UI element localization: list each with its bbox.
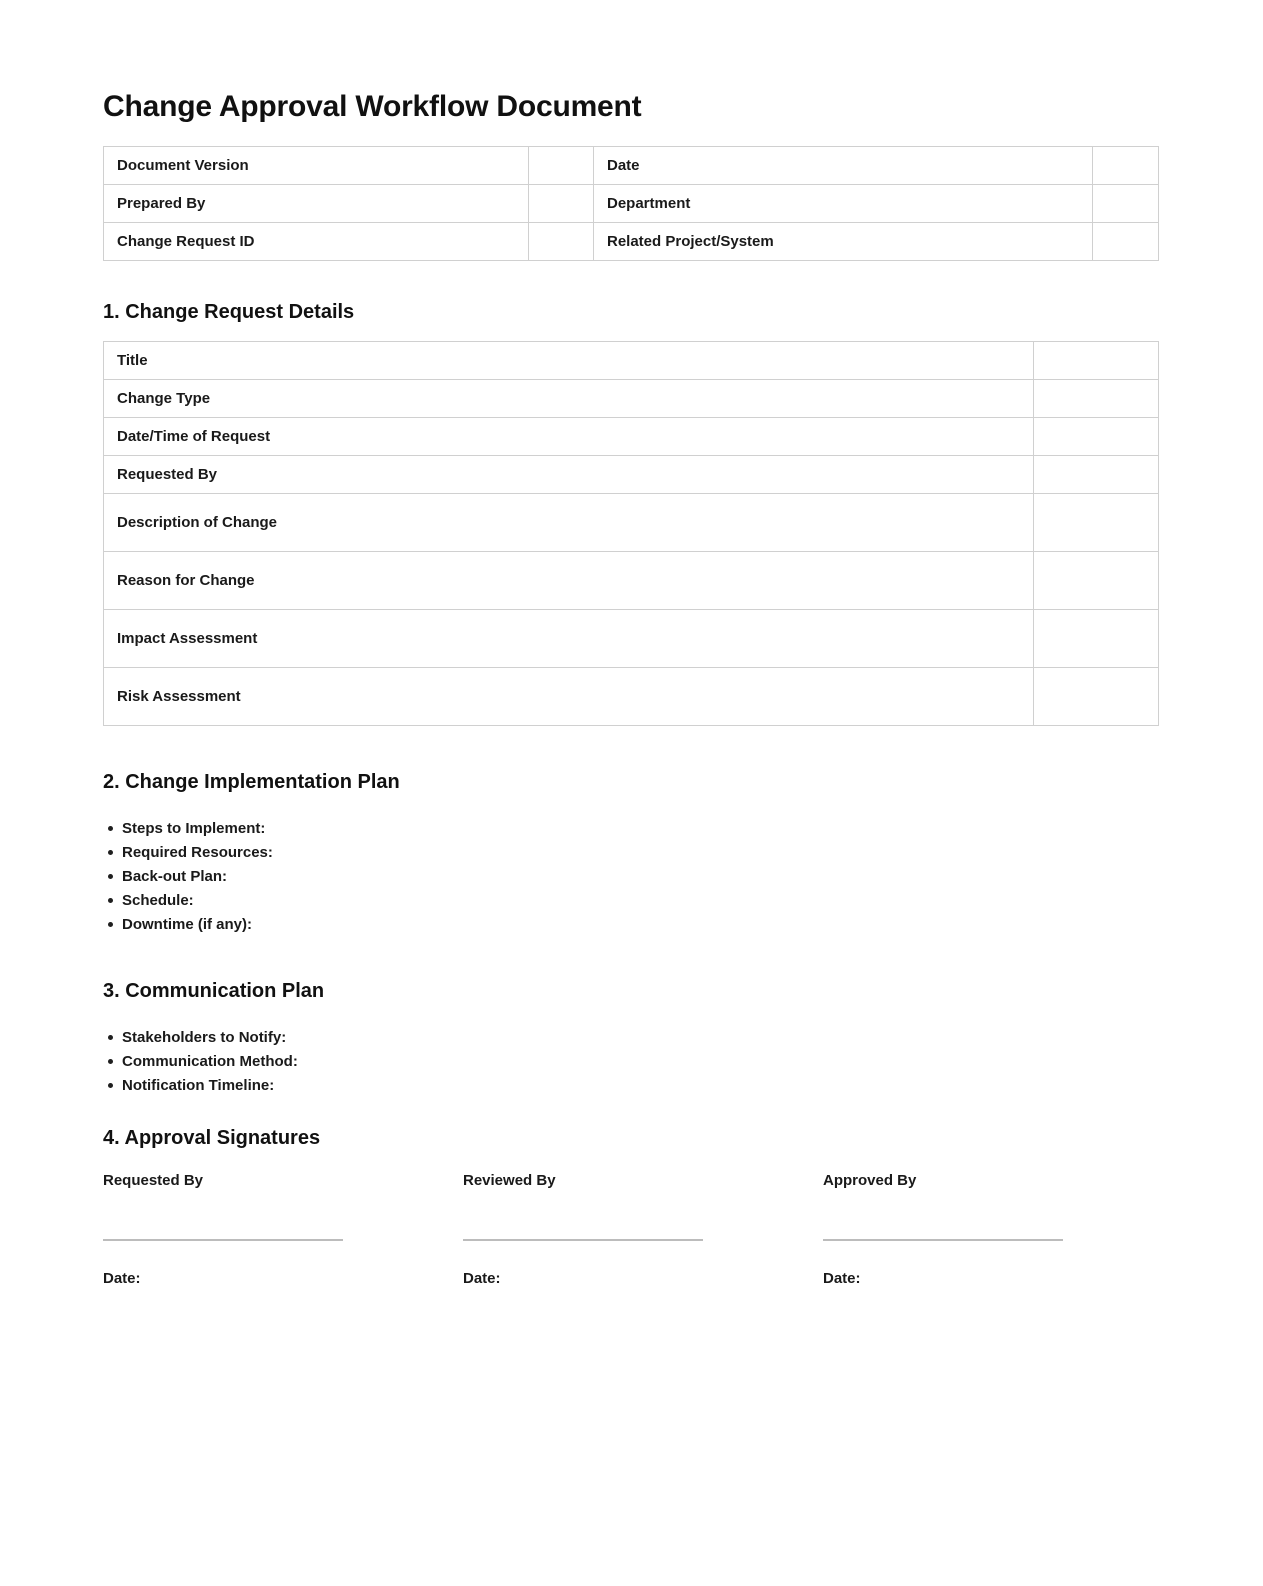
section-heading-approval-signatures: 4. Approval Signatures bbox=[103, 1127, 321, 1149]
signature-label: Approved By bbox=[823, 1172, 917, 1189]
table-row bbox=[104, 610, 1159, 668]
meta-value-cell[interactable] bbox=[1093, 147, 1159, 185]
document-meta-table bbox=[103, 146, 1159, 261]
document-title: Change Approval Workflow Document bbox=[103, 90, 642, 123]
list-item bbox=[103, 1073, 1158, 1097]
meta-label-related-project-system: Related Project/System bbox=[594, 223, 1093, 261]
detail-value-cell[interactable] bbox=[1034, 418, 1159, 456]
list-item bbox=[103, 840, 1158, 864]
bullet-icon bbox=[108, 898, 113, 903]
table-row bbox=[104, 494, 1159, 552]
section-heading-communication-plan: 3. Communication Plan bbox=[103, 980, 325, 1002]
bullet-icon bbox=[108, 1059, 113, 1064]
signature-block-requested-by bbox=[103, 1171, 343, 1289]
detail-label-title: Title bbox=[104, 342, 1034, 380]
signature-date-label: Date: bbox=[103, 1270, 141, 1287]
meta-label-department: Department bbox=[594, 185, 1093, 223]
bullet-icon bbox=[108, 1035, 113, 1040]
signature-date-label: Date: bbox=[823, 1270, 861, 1287]
table-row bbox=[104, 223, 1159, 261]
signature-line[interactable] bbox=[823, 1239, 1063, 1241]
implementation-plan-list bbox=[103, 816, 1158, 936]
table-row bbox=[104, 380, 1159, 418]
list-item bbox=[103, 888, 1158, 912]
bullet-icon bbox=[108, 826, 113, 831]
meta-value-cell[interactable] bbox=[529, 223, 594, 261]
bullet-icon bbox=[108, 874, 113, 879]
bullet-icon bbox=[108, 850, 113, 855]
list-item-label: Steps to Implement: bbox=[122, 819, 266, 837]
table-row bbox=[104, 342, 1159, 380]
bullet-icon bbox=[108, 922, 113, 927]
signature-block-reviewed-by bbox=[463, 1171, 703, 1289]
table-row bbox=[104, 456, 1159, 494]
signature-label: Requested By bbox=[103, 1172, 204, 1189]
detail-value-cell[interactable] bbox=[1034, 380, 1159, 418]
section-heading-change-implementation-plan: 2. Change Implementation Plan bbox=[103, 771, 400, 793]
change-request-details-table bbox=[103, 341, 1159, 726]
meta-label-prepared-by: Prepared By bbox=[104, 185, 529, 223]
meta-label-change-request-id: Change Request ID bbox=[104, 223, 529, 261]
detail-value-cell[interactable] bbox=[1034, 342, 1159, 380]
signature-block-approved-by bbox=[823, 1171, 1063, 1289]
detail-label-impact-assessment: Impact Assessment bbox=[104, 610, 1034, 668]
table-row bbox=[104, 552, 1159, 610]
list-item-label: Downtime (if any): bbox=[122, 915, 252, 933]
list-item bbox=[103, 1049, 1158, 1073]
signature-line[interactable] bbox=[103, 1239, 343, 1241]
communication-plan-list bbox=[103, 1025, 1158, 1097]
meta-value-cell[interactable] bbox=[1093, 185, 1159, 223]
signature-date-label: Date: bbox=[463, 1270, 501, 1287]
detail-label-description-of-change: Description of Change bbox=[104, 494, 1034, 552]
detail-value-cell[interactable] bbox=[1034, 456, 1159, 494]
detail-label-change-type: Change Type bbox=[104, 380, 1034, 418]
detail-label-reason-for-change: Reason for Change bbox=[104, 552, 1034, 610]
list-item-label: Schedule: bbox=[122, 891, 194, 909]
table-row bbox=[104, 185, 1159, 223]
detail-label-date-time-of-request: Date/Time of Request bbox=[104, 418, 1034, 456]
meta-value-cell[interactable] bbox=[1093, 223, 1159, 261]
table-row bbox=[104, 418, 1159, 456]
signature-label: Reviewed By bbox=[463, 1172, 556, 1189]
list-item bbox=[103, 816, 1158, 840]
detail-value-cell[interactable] bbox=[1034, 610, 1159, 668]
list-item-label: Required Resources: bbox=[122, 843, 273, 861]
meta-value-cell[interactable] bbox=[529, 147, 594, 185]
signature-row bbox=[103, 1171, 1158, 1289]
section-heading-change-request-details: 1. Change Request Details bbox=[103, 301, 355, 323]
detail-label-requested-by: Requested By bbox=[104, 456, 1034, 494]
detail-value-cell[interactable] bbox=[1034, 552, 1159, 610]
table-row bbox=[104, 147, 1159, 185]
signature-line[interactable] bbox=[463, 1239, 703, 1241]
list-item bbox=[103, 912, 1158, 936]
meta-value-cell[interactable] bbox=[529, 185, 594, 223]
meta-label-date: Date bbox=[594, 147, 1093, 185]
list-item-label: Stakeholders to Notify: bbox=[122, 1028, 287, 1046]
detail-value-cell[interactable] bbox=[1034, 668, 1159, 726]
bullet-icon bbox=[108, 1083, 113, 1088]
detail-label-risk-assessment: Risk Assessment bbox=[104, 668, 1034, 726]
list-item bbox=[103, 864, 1158, 888]
meta-label-document-version: Document Version bbox=[104, 147, 529, 185]
list-item-label: Back-out Plan: bbox=[122, 867, 228, 885]
list-item bbox=[103, 1025, 1158, 1049]
detail-value-cell[interactable] bbox=[1034, 494, 1159, 552]
document-content bbox=[103, 88, 1158, 1289]
list-item-label: Notification Timeline: bbox=[122, 1076, 275, 1094]
table-row bbox=[104, 668, 1159, 726]
list-item-label: Communication Method: bbox=[122, 1052, 298, 1070]
